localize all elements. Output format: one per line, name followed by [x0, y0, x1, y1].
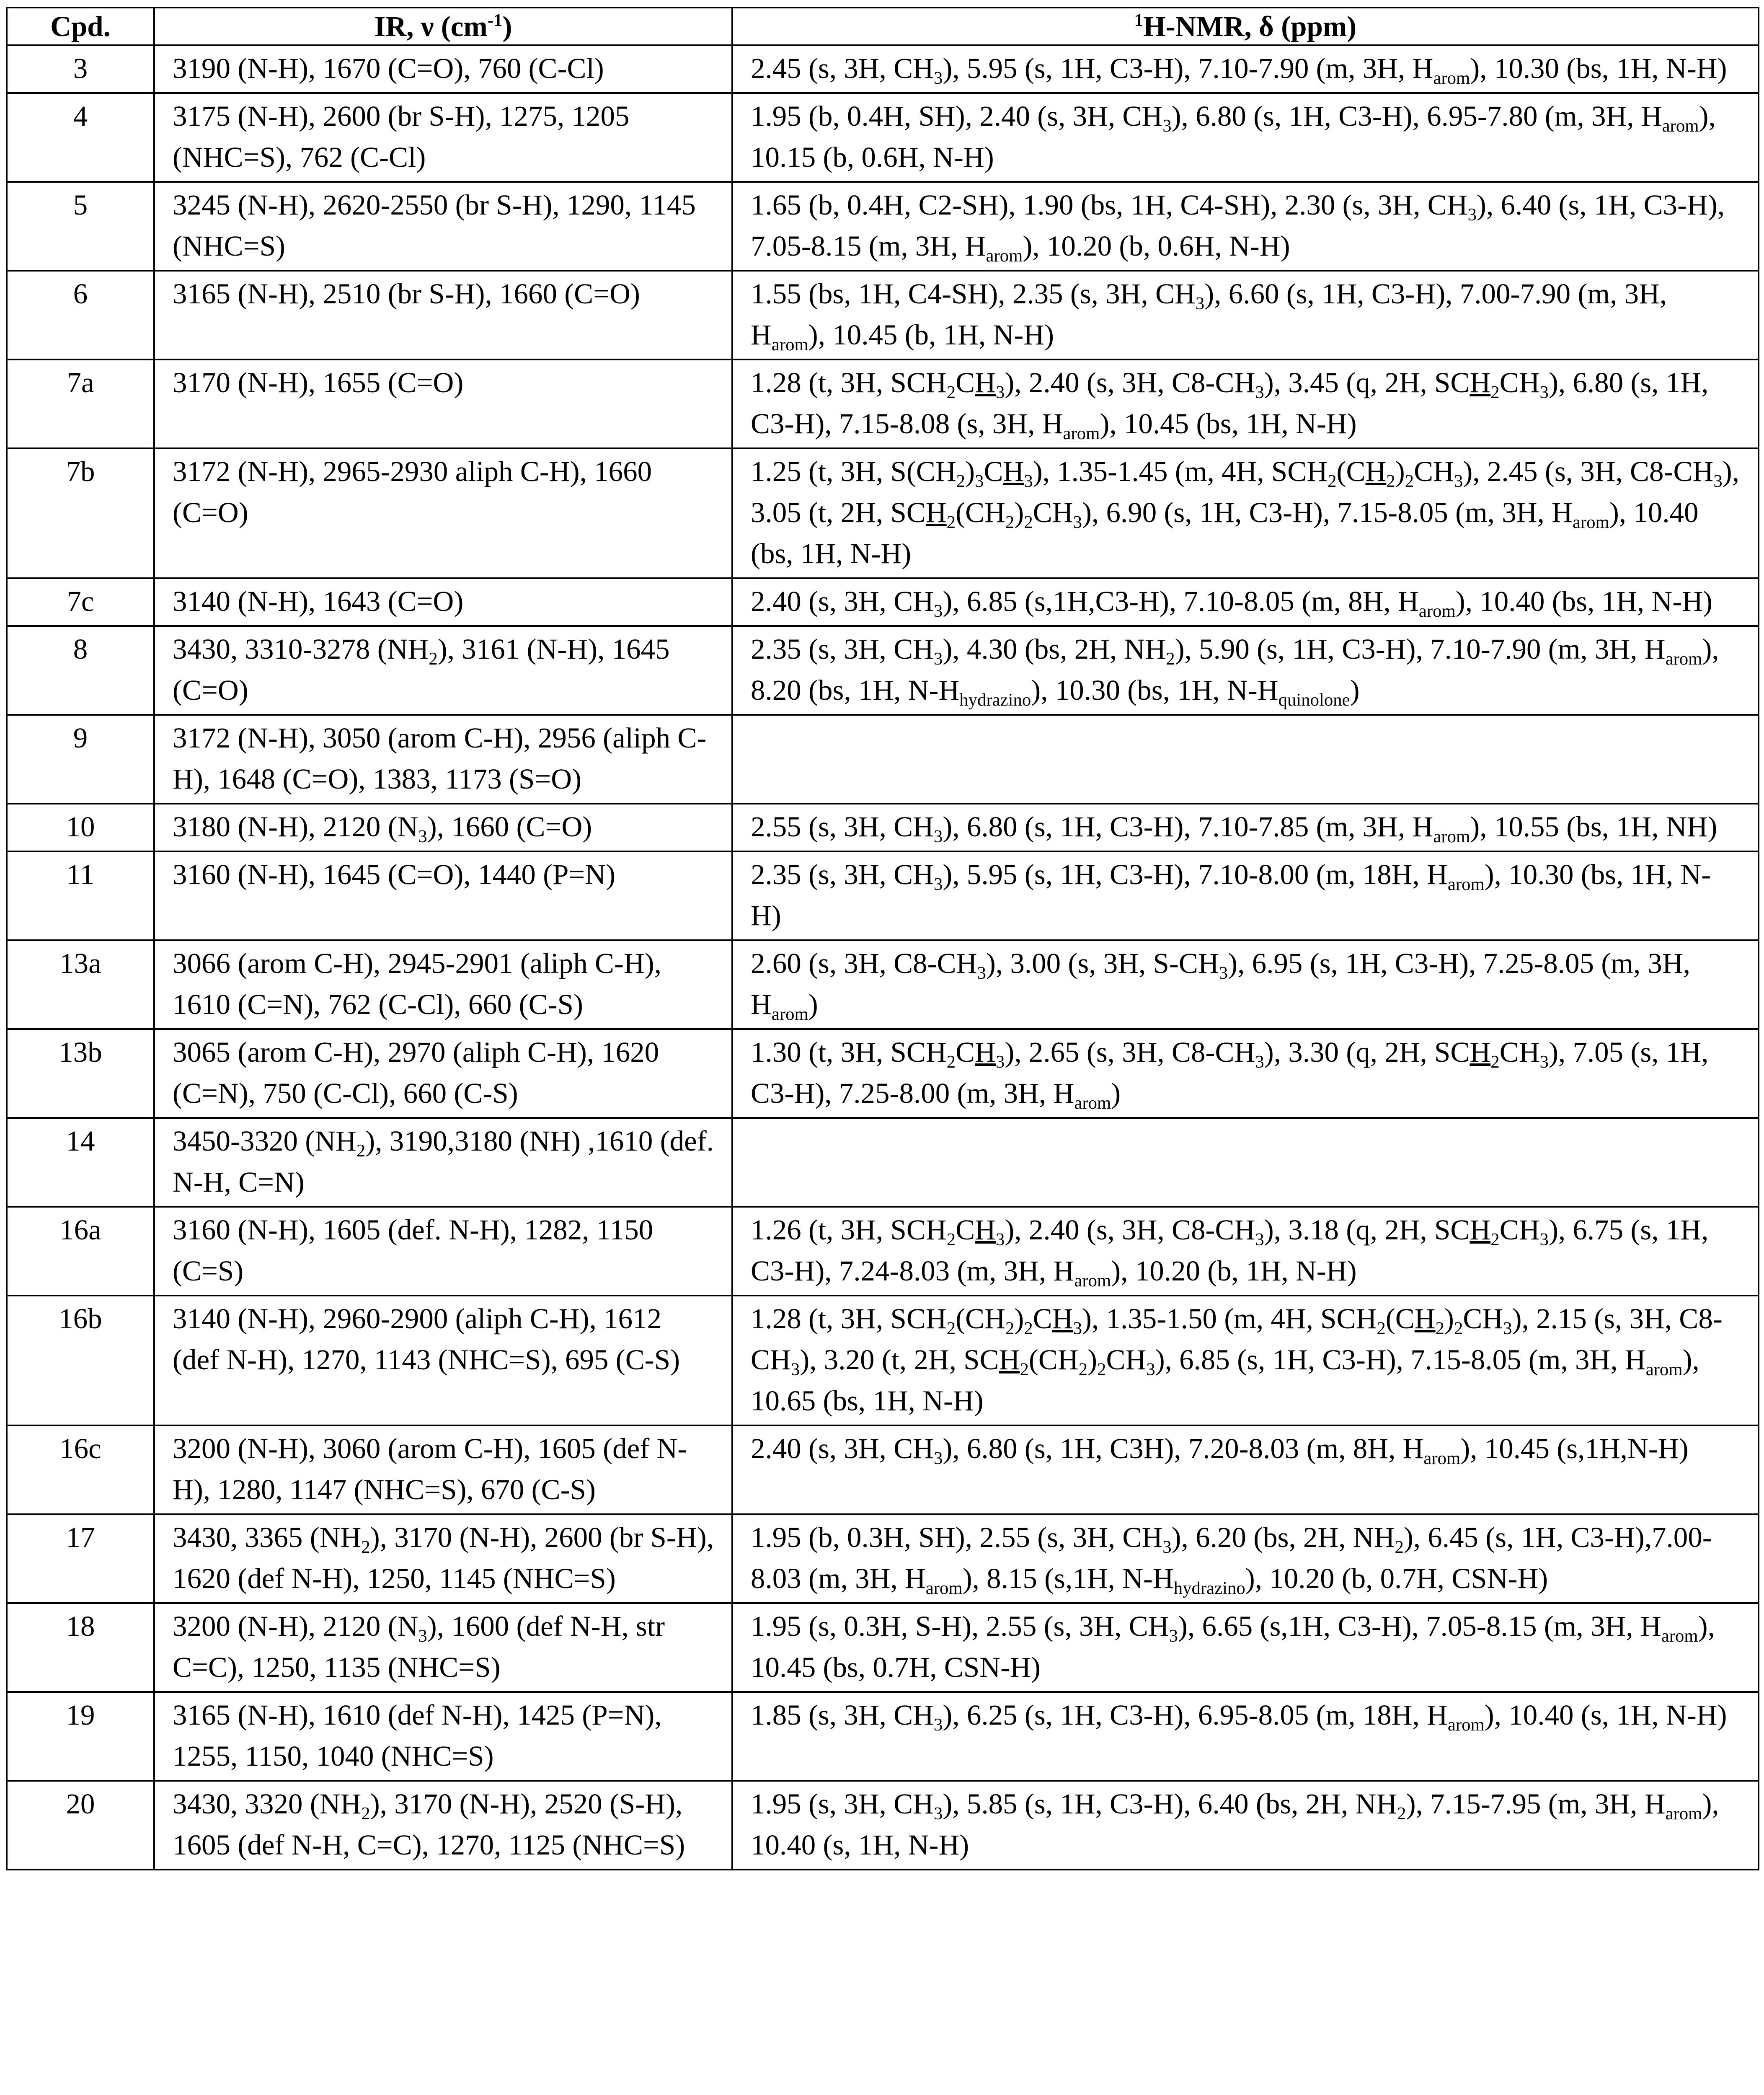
table-row: [7, 45, 1759, 93]
table-row: [7, 1425, 1759, 1514]
cell-ir: 3160 (N-H), 1645 (C=O), 1440 (P=N): [154, 851, 732, 940]
cell-cpd: 17: [7, 1514, 154, 1603]
cell-cpd: 16a: [7, 1207, 154, 1296]
cell-nmr: 2.60 (s, 3H, $C8-CH_3$), 3.00 (s, 3H, $S-CH_3$), 6.95 (s, 1H, C3-H), 7.25-8.05 (m, 3H, $H_{arom}$): [732, 940, 1759, 1029]
header-ir-sup: -1: [487, 10, 503, 31]
cell-cpd: 18: [7, 1603, 154, 1692]
cell-ir: 3165 (N-H), 2510 (br S-H), 1660 (C=O): [154, 271, 732, 360]
table-row: [7, 1514, 1759, 1603]
table-row: [7, 578, 1759, 626]
cell-nmr: 1.95 (b, 0.4H, SH), 2.40 (s, 3H, $CH_3$), 6.80 (s, 1H, C3-H), 6.95-7.80 (m, 3H, $H_{arom}$), 10.15 (b, 0.6H, N-H): [732, 93, 1759, 182]
cell-ir: 3066 (arom C-H), 2945-2901 (aliph C-H), 1610 (C=N), 762 (C-Cl), 660 (C-S): [154, 940, 732, 1029]
cell-ir: 3430, 3320 $(NH_2)$, 3170 (N-H), 2520 (S-H), 1605 (def N-H, C=C), 1270, 1125 (NHC=S): [154, 1781, 732, 1870]
table-row: [7, 271, 1759, 360]
cell-cpd: 4: [7, 93, 154, 182]
table-row: [7, 182, 1759, 271]
header-nmr-main: H-NMR, δ (ppm): [1143, 10, 1357, 42]
cell-nmr: 2.55 (s, 3H, $CH_3$), 6.80 (s, 1H, C3-H), 7.10-7.85 (m, 3H, $H_{arom}$), 10.55 (bs, 1H, NH): [732, 804, 1759, 851]
table-row: [7, 1781, 1759, 1870]
cell-nmr: 1.95 (s, 0.3H, S-H), 2.55 (s, 3H, $CH_3$), 6.65 (s,1H, C3-H), 7.05-8.15 (m, 3H, $H_{arom}$), 10.45 (bs, 0.7H, CSN-H): [732, 1603, 1759, 1692]
cell-cpd: 14: [7, 1118, 154, 1207]
cell-cpd: 19: [7, 1692, 154, 1781]
cell-ir: 3172 (N-H), 3050 (arom C-H), 2956 (aliph C-H), 1648 (C=O), 1383, 1173 (S=O): [154, 715, 732, 804]
cell-ir: 3450-3320 $(NH_2)$, 3190,3180 (NH) ,1610 (def. N-H, C=N): [154, 1118, 732, 1207]
table-row: [7, 448, 1759, 578]
cell-ir: 3140 (N-H), 1643 (C=O): [154, 578, 732, 626]
cell-ir: 3172 (N-H), 2965-2930 aliph C-H), 1660 (C=O): [154, 448, 732, 578]
header-nmr: [732, 8, 1759, 45]
cell-nmr: 1.25 (t, 3H, $S(CH_2)_3CH_3$), 1.35-1.45 (m, 4H, $SCH_2(CH_2)_2CH_3$), 2.45 (s, 3H, $C8-CH_3$), 3.05 (t, 2H, $SCH_2(CH_2)_2CH_3$), 6.90 (s, 1H, C3-H), 7.15-8.05 (m, 3H, $H_{arom}$), 10.40 (bs, 1H, N-H): [732, 448, 1759, 578]
cell-cpd: 7c: [7, 578, 154, 626]
cell-nmr: 1.95 (b, 0.3H, SH), 2.55 (s, 3H, $CH_3$), 6.20 (bs, 2H, $NH_2$), 6.45 (s, 1H, C3-H),7.00-8.03 (m, 3H, $H_{arom}$), 8.15 (s,1H, $N-H_{hydrazino}$), 10.20 (b, 0.7H, CSN-H): [732, 1514, 1759, 1603]
cell-cpd: 7b: [7, 448, 154, 578]
cell-ir: 3065 (arom C-H), 2970 (aliph C-H), 1620 (C=N), 750 (C-Cl), 660 (C-S): [154, 1029, 732, 1118]
cell-ir: 3200 (N-H), 2120 $(N_3)$, 1600 (def N-H, str C=C), 1250, 1135 (NHC=S): [154, 1603, 732, 1692]
cell-cpd: 8: [7, 626, 154, 715]
table-row: [7, 940, 1759, 1029]
cell-cpd: 11: [7, 851, 154, 940]
cell-cpd: 13a: [7, 940, 154, 1029]
cell-nmr: 1.28 (t, 3H, $SCH_2(CH_2)_2CH_3$), 1.35-1.50 (m, 4H, $SCH_2(CH_2)_2CH_3$), 2.15 (s, 3H, $C8-CH_3$), 3.20 (t, 2H, $SCH_2(CH_2)_2CH_3$), 6.85 (s, 1H, C3-H), 7.15-8.05 (m, 3H, $H_{arom}$), 10.65 (bs, 1H, N-H): [732, 1296, 1759, 1425]
cell-nmr: 1.28 (t, 3H, $SCH_2CH_3$), 2.40 (s, 3H, $C8-CH_3$), 3.45 (q, 2H, $SCH_2CH_3$), 6.80 (s, 1H, C3-H), 7.15-8.08 (s, 3H, $H_{arom}$), 10.45 (bs, 1H, N-H): [732, 360, 1759, 448]
table-row: [7, 804, 1759, 851]
cell-ir: 3245 (N-H), 2620-2550 (br S-H), 1290, 1145 (NHC=S): [154, 182, 732, 271]
cell-nmr: 2.45 (s, 3H, $CH_3$), 5.95 (s, 1H, C3-H), 7.10-7.90 (m, 3H, $H_{arom}$), 10.30 (bs, 1H, N-H): [732, 45, 1759, 93]
cell-nmr: 1.30 (t, 3H, $SCH_2CH_3$), 2.65 (s, 3H, $C8-CH_3$), 3.30 (q, 2H, $SCH_2CH_3$), 7.05 (s, 1H, C3-H), 7.25-8.00 (m, 3H, $H_{arom}$): [732, 1029, 1759, 1118]
cell-nmr: 1.55 (bs, 1H, C4-SH), 2.35 (s, 3H, $CH_3$), 6.60 (s, 1H, C3-H), 7.00-7.90 (m, 3H, $H_{arom}$), 10.45 (b, 1H, N-H): [732, 271, 1759, 360]
cell-nmr: 1.85 (s, 3H, $CH_3$), 6.25 (s, 1H, C3-H), 6.95-8.05 (m, 18H, $H_{arom}$), 10.40 (s, 1H, N-H): [732, 1692, 1759, 1781]
cell-cpd: 13b: [7, 1029, 154, 1118]
table-row: [7, 851, 1759, 940]
cell-ir: 3180 (N-H), 2120 $(N_3)$, 1660 (C=O): [154, 804, 732, 851]
cell-ir: 3160 (N-H), 1605 (def. N-H), 1282, 1150 (C=S): [154, 1207, 732, 1296]
table-body: [7, 45, 1759, 1870]
spectral-data-table: [6, 7, 1759, 1870]
cell-nmr: [732, 715, 1759, 804]
cell-cpd: 16b: [7, 1296, 154, 1425]
cell-nmr: 2.40 (s, 3H, $CH_3$), 6.85 (s,1H,C3-H), 7.10-8.05 (m, 8H, $H_{arom}$), 10.40 (bs, 1H, N-H): [732, 578, 1759, 626]
table-row: [7, 360, 1759, 448]
cell-ir: 3175 (N-H), 2600 (br S-H), 1275, 1205 (NHC=S), 762 (C-Cl): [154, 93, 732, 182]
cell-nmr: [732, 1118, 1759, 1207]
table-row: [7, 93, 1759, 182]
table-row: [7, 1118, 1759, 1207]
table-row: [7, 1603, 1759, 1692]
table-header-row: [7, 8, 1759, 45]
cell-ir: 3170 (N-H), 1655 (C=O): [154, 360, 732, 448]
cell-cpd: 20: [7, 1781, 154, 1870]
cell-cpd: 10: [7, 804, 154, 851]
cell-ir: 3190 (N-H), 1670 (C=O), 760 (C-Cl): [154, 45, 732, 93]
cell-nmr: 2.40 (s, 3H, $CH_3$), 6.80 (s, 1H, C3H), 7.20-8.03 (m, 8H, $H_{arom}$), 10.45 (s,1H,N-H): [732, 1425, 1759, 1514]
table-row: [7, 1692, 1759, 1781]
cell-cpd: 16c: [7, 1425, 154, 1514]
cell-ir: 3140 (N-H), 2960-2900 (aliph C-H), 1612 (def N-H), 1270, 1143 (NHC=S), 695 (C-S): [154, 1296, 732, 1425]
table-row: [7, 1296, 1759, 1425]
table-row: [7, 626, 1759, 715]
cell-nmr: 2.35 (s, 3H, $CH_3$), 5.95 (s, 1H, C3-H), 7.10-8.00 (m, 18H, $H_{arom}$), 10.30 (bs, 1H, N-H): [732, 851, 1759, 940]
cell-cpd: 7a: [7, 360, 154, 448]
cell-nmr: 2.35 (s, 3H, $CH_3$), 4.30 (bs, 2H, $NH_2$), 5.90 (s, 1H, C3-H), 7.10-7.90 (m, 3H, $H_{arom}$), 8.20 (bs, 1H, $N-H_{hydrazino}$), 10.30 (bs, 1H, $N-H_{quinolone}$): [732, 626, 1759, 715]
header-ir-prefix: IR, ν (cm: [374, 10, 488, 42]
cell-nmr: 1.65 (b, 0.4H, C2-SH), 1.90 (bs, 1H, C4-SH), 2.30 (s, 3H, $CH_3$), 6.40 (s, 1H, C3-H), 7.05-8.15 (m, 3H, $H_{arom}$), 10.20 (b, 0.6H, N-H): [732, 182, 1759, 271]
table-row: [7, 1029, 1759, 1118]
cell-nmr: 1.26 (t, 3H, $SCH_2CH_3$), 2.40 (s, 3H, $C8-CH_3$), 3.18 (q, 2H, $SCH_2CH_3$), 6.75 (s, 1H, C3-H), 7.24-8.03 (m, 3H, $H_{arom}$), 10.20 (b, 1H, N-H): [732, 1207, 1759, 1296]
header-cpd: Cpd.: [7, 8, 154, 45]
header-ir-suffix: ): [502, 10, 512, 42]
table-row: [7, 715, 1759, 804]
cell-ir: 3165 (N-H), 1610 (def N-H), 1425 (P=N), 1255, 1150, 1040 (NHC=S): [154, 1692, 732, 1781]
cell-cpd: 9: [7, 715, 154, 804]
cell-ir: 3200 (N-H), 3060 (arom C-H), 1605 (def N-H), 1280, 1147 (NHC=S), 670 (C-S): [154, 1425, 732, 1514]
cell-cpd: 3: [7, 45, 154, 93]
cell-cpd: 6: [7, 271, 154, 360]
cell-nmr: 1.95 (s, 3H, $CH_3$), 5.85 (s, 1H, C3-H), 6.40 (bs, 2H, $NH_2$), 7.15-7.95 (m, 3H, $H_{arom}$), 10.40 (s, 1H, N-H): [732, 1781, 1759, 1870]
table-row: [7, 1207, 1759, 1296]
header-nmr-sup: 1: [1134, 10, 1144, 31]
cell-cpd: 5: [7, 182, 154, 271]
header-ir: [154, 8, 732, 45]
cell-ir: 3430, 3365 $(NH_2)$, 3170 (N-H), 2600 (br S-H), 1620 (def N-H), 1250, 1145 (NHC=S): [154, 1514, 732, 1603]
cell-ir: 3430, 3310-3278 $(NH_2)$, 3161 (N-H), 1645 (C=O): [154, 626, 732, 715]
